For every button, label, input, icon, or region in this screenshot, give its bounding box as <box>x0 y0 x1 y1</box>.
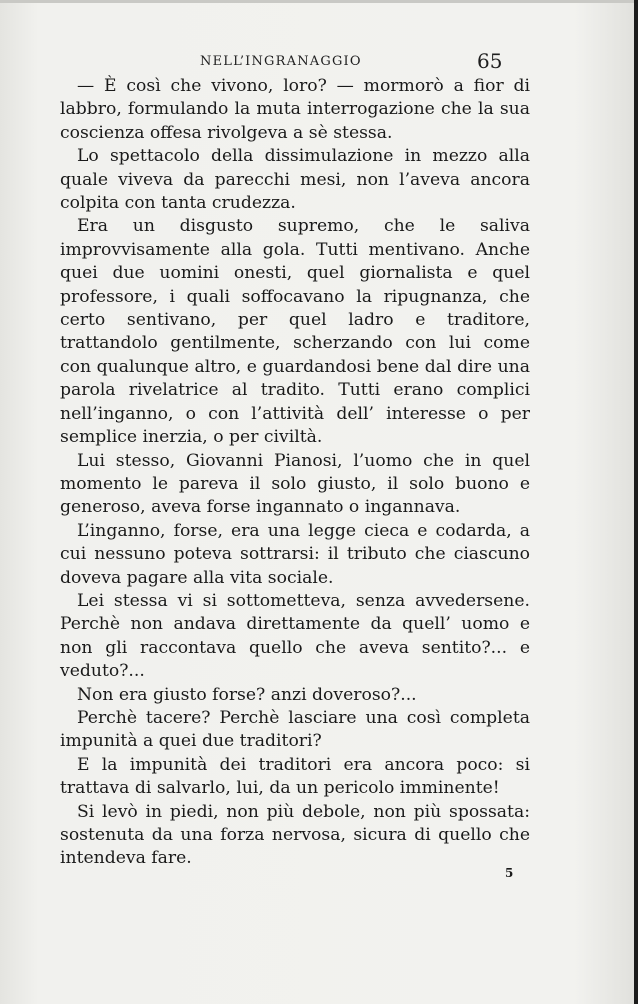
body-text <box>60 75 530 871</box>
paragraph: E la impunità dei traditori era ancora poco: si trattava di salvarlo, lui, da un pericolo imminente! <box>60 754 530 799</box>
paragraph: Si levò in piedi, non più debole, non più spossata: sostenuta da una forza nervosa, sicura di quello che intendeva fare. <box>60 801 530 869</box>
paragraph: L’inganno, forse, era una legge cieca e codarda, a cui nessuno poteva sottrarsi: il tributo che ciascuno doveva pagare alla vita sociale. <box>60 520 530 588</box>
paragraph: Lei stessa vi si sottometteva, senza avvedersene. Perchè non andava direttamente da quell’ uomo e non gli raccontava quello che aveva sentito?... e veduto?... <box>60 590 530 682</box>
paragraph: Lui stesso, Giovanni Pianosi, l’uomo che in quel momento le pareva il solo giusto, il solo buono e generoso, aveva forse ingannato o ingannava. <box>60 450 530 518</box>
paragraph: — È così che vivono, loro? — mormorò a fior di labbro, formulando la muta interrogazione che la sua coscienza offesa rivolgeva a sè stessa. <box>60 76 530 143</box>
page-top-edge <box>0 0 638 3</box>
page-number: 65 <box>477 49 503 73</box>
paragraph: Era un disgusto supremo, che le saliva improvvisamente alla gola. Tutti mentivano. Anche quei due uomini onesti, quel giornalista e quel professore, i quali soffocavano la ripugnanza, che certo sentivano, per quel ladro e traditore, trattandolo gentilmente, scherzando con lui come con qualunque altro, e guardandosi bene dal dire una parola rivelatrice al tradito. Tutti erano complici nell’inganno, o con l’attività dell’ interesse o per semplice inerzia, o per civiltà. <box>60 216 530 448</box>
paragraph: Perchè tacere? Perchè lasciare una così completa impunità a quei due traditori? <box>60 707 530 752</box>
paragraph: Lo spettacolo della dissimulazione in mezzo alla quale viveva da parecchi mesi, non l’aveva ancora colpita con tanta crudezza. <box>60 146 530 214</box>
page-right-edge <box>634 0 638 1004</box>
page-header <box>200 49 503 73</box>
paragraph: Non era giusto forse? anzi doveroso?... <box>77 684 417 705</box>
signature-mark: 5 <box>505 866 514 880</box>
running-title: NELL’INGRANAGGIO <box>200 54 362 69</box>
